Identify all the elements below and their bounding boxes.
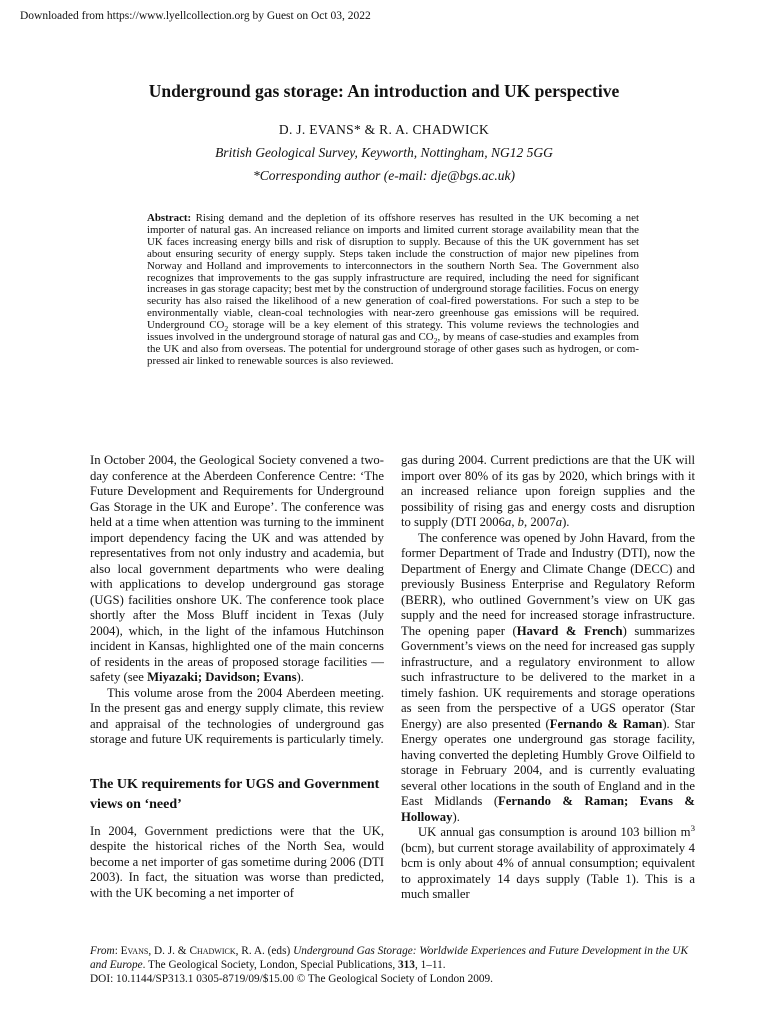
paragraph: This volume arose from the 2004 Aberdeen meeting. In the present gas and energy supply climate, this review and appraisal of the technologies of underground gas storage and future UK requirements is particularly timely. [90,685,384,746]
paragraph-text: (bcm), but current storage availability of approximately 4 bcm is only about 4% of annual consumption; equivalent to approximately 14 days supply (Table 1). This is a much smaller [401,840,695,901]
editor-name: Evans [120,945,149,957]
paragraph-text: ). [562,515,570,529]
abstract-text: , by means of case-studies and examples from the UK and also from overseas. The potential for underground storage of other gases such as hydrogen, or compressed air linked to renewable sources is also reviewed. [147,331,639,367]
body-column-left [90,453,384,901]
footer-text: , D. J. & [148,945,190,957]
footer-text: : [114,945,121,957]
source-line [90,944,690,972]
abstract-text: storage will be a key element of this strategy. This volume reviews the technologies and issues involved in the underground storage of natural gas and CO [147,319,639,344]
citation: Fernando & Raman [549,716,663,731]
from-label: From [90,945,115,957]
body-column-right [401,453,695,903]
author-affiliation: British Geological Survey, Keyworth, Nottingham, NG12 5GG [215,145,553,160]
download-note: Downloaded from https://www.lyellcollection.org by Guest on Oct 03, 2022 [20,10,371,22]
citation: Miyazaki; Davidson; Evans [147,670,297,684]
paragraph-text: UK annual gas consumption is around 103 billion m [418,825,691,839]
doi-line: DOI: 10.1144/SP313.1 0305-8719/09/$15.00 © The Geological Society of London 2009. [90,973,494,986]
paragraph-text: ). [296,670,304,684]
book-title: Underground Gas Storage: Worldwide Experiences and Future Development in the UK and Europe [90,945,688,972]
volume-number: 313 [398,959,415,972]
abstract [147,213,639,368]
paragraph-text: ) summarizes Government’s views on the need for increased gas supply infrastructure, and a regulatory environment to allow such infrastructure to be delivered to the market in a timely fashion. UK requirements and storage operations as seen from the perspective of a UGS operator (Star Energy) are also presented ( [401,623,695,731]
abstract-text: Rising demand and the depletion of its offshore reserves has resulted in the UK becoming a net importer of natural gas. An increased reliance on imports and limited current storage availability mean that the UK faces increasing energy bills and risk of disruption to supply. Because of this the UK government has set about ensuring security of energy supply. Steps taken include the construction of major new pipelines from Norway and Holland and improvements to interconnectors in the southern North Sea. The Government also recognizes that improvements to the gas supply infrastructure are required, including the need for significant increases in gas storage capacity; best met by the construction of underground storage facilities. Focus on energy security has also raised the likelihood of a new generation of coal-fired powerstations. For such a step to be environmentally viable, clean-coal technologies with near-zero greenhouse gas emissions will be required. Underground CO [147,212,639,332]
paragraph-text: , [511,515,518,529]
paragraph-text: ). [452,809,460,824]
paragraph-text: ). Star Energy operates one underground gas storage facility, having converted the depleting Humbly Grove Oilfield to storage in February 2004, and is currently evaluating several other locations in the south of England and in the East Midlands ( [401,716,695,808]
paragraph [90,453,384,686]
footer-text: . The Geological Society, London, Special Publications, [142,959,398,972]
paragraph [401,822,695,903]
italic-text: b [517,515,524,529]
editor-name: Chadwick [189,945,236,957]
article-authors: D. J. EVANS* & R. A. CHADWICK [278,122,490,137]
abstract-label: Abstract: [147,212,192,224]
paragraph [401,453,695,531]
subscript: 2 [433,336,438,346]
subscript: 2 [224,324,229,334]
paragraph-text: The conference was opened by John Havard, from the former Department of Trade and Industry (DTI), now the Department of Energy and Climate Change (DECC) and previously Business Enterprise and Regulatory Reform (BERR), who outlined Government’s view on UK gas supply and the need for increased storage infrastructure. The opening paper ( [401,530,695,638]
paragraph-text: gas during 2004. Current predictions are that the UK will import over 80% of its gas by 2020, which brings with it an increased reliance upon foreign supplies and the possibility of rising gas and energy costs and disruption to supply (DTI 2006 [401,453,695,529]
superscript: 3 [690,822,695,833]
italic-text: a [555,515,563,529]
citation-footer [90,944,690,987]
section-heading: The UK requirements for UGS and Government views on ‘need’ [90,776,380,812]
footer-text: , R. A. (eds) [235,945,294,957]
article-title: Underground gas storage: An introduction and UK perspective [148,81,620,101]
citation: Havard & French [516,623,623,638]
italic-text: a [504,515,512,529]
paragraph: In 2004, Government predictions were that the UK, despite the historical riches of the North Sea, would become a net importer of gas sometime during 2006 (DTI 2003). In fact, the situation was worse than predicted, with the UK becoming a net importer of [90,823,384,900]
corresponding-author: *Corresponding author (e-mail: dje@bgs.ac.uk) [252,168,515,183]
paragraph-text: , 2007 [524,515,556,529]
citation: Fernando & Raman; Evans & Holloway [401,794,695,824]
paragraph [401,531,695,826]
footer-text: , 1–11. [414,959,446,972]
paragraph-text: In October 2004, the Geological Society convened a two-day conference at the Aberdeen Conference Centre: ‘The Future Development and Requirements for Underground Gas Storage in the UK and Europe’. The conference was held at a time when attention was turning to the imminent import dependency facing the UK and was attended by representatives from not only industry and academia, but also local government departments who were dealing with applications to develop underground gas storage (UGS) facilities onshore UK. The conference took place shortly after the Moss Bluff incident in Texas (July 2004), which, in the light of the infamous Hutchinson incident in Kansas, highlighted one of the main concerns of residents in the areas of proposed storage facilities — safety (see [90,453,384,684]
